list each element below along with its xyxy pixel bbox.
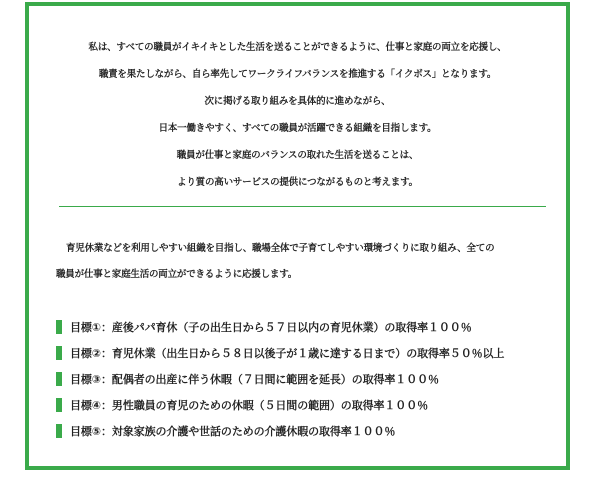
- goal-text: 目標⑤：対象家族の介護や世話のための介護休暇の取得率１００％: [70, 425, 396, 438]
- declaration-line: 職員が仕事と家庭のバランスの取れた生活を送ることは、: [176, 150, 419, 161]
- declaration-text: [29, 42, 566, 204]
- policy-line: 育児休業などを利用しやすい組織を目指し、職場全体で子育てしやすい環境づくりに取り組み、全ての: [66, 243, 495, 254]
- goal-item: [56, 418, 556, 444]
- policy-text: [56, 236, 546, 288]
- declaration-line: 次に掲げる取り組みを具体的に進めながら、: [204, 96, 391, 107]
- bullet-marker-icon: [56, 424, 62, 438]
- goal-item: [56, 314, 556, 340]
- goal-text: 目標①：産後パパ育休（子の出生日から５７日以内の育児休業）の取得率１００％: [70, 321, 472, 334]
- policy-line: 職員が仕事と家庭生活の両立ができるように応援します。: [56, 269, 298, 280]
- bullet-marker-icon: [56, 398, 62, 412]
- declaration-frame: [25, 2, 570, 470]
- goal-item: [56, 366, 556, 392]
- declaration-line: 日本一働きやすく、すべての職員が活躍できる組織を目指します。: [158, 123, 437, 134]
- goal-item: [56, 392, 556, 418]
- declaration-line: より質の高いサービスの提供につながるものと考えます。: [177, 177, 418, 188]
- goal-text: 目標④：男性職員の育児のための休暇（５日間の範囲）の取得率１００％: [70, 399, 429, 412]
- bullet-marker-icon: [56, 346, 62, 360]
- bullet-marker-icon: [56, 372, 62, 386]
- goal-text: 目標②：育児休業（出生日から５８日以後子が１歳に達する日まで）の取得率５０％以上: [70, 347, 505, 360]
- goal-item: [56, 340, 556, 366]
- declaration-line: 私は、すべての職員がイキイキとした生活を送ることができるように、仕事と家庭の両立を応援し、: [88, 42, 507, 53]
- section-divider: [59, 206, 546, 207]
- declaration-line: 職責を果たしながら、自ら率先してワークライフバランスを推進する「イクボス」となります。: [98, 69, 497, 80]
- goal-text: 目標③：配偶者の出産に伴う休暇（７日間に範囲を延長）の取得率１００％: [70, 373, 439, 386]
- goals-list: [56, 314, 556, 444]
- bullet-marker-icon: [56, 320, 62, 334]
